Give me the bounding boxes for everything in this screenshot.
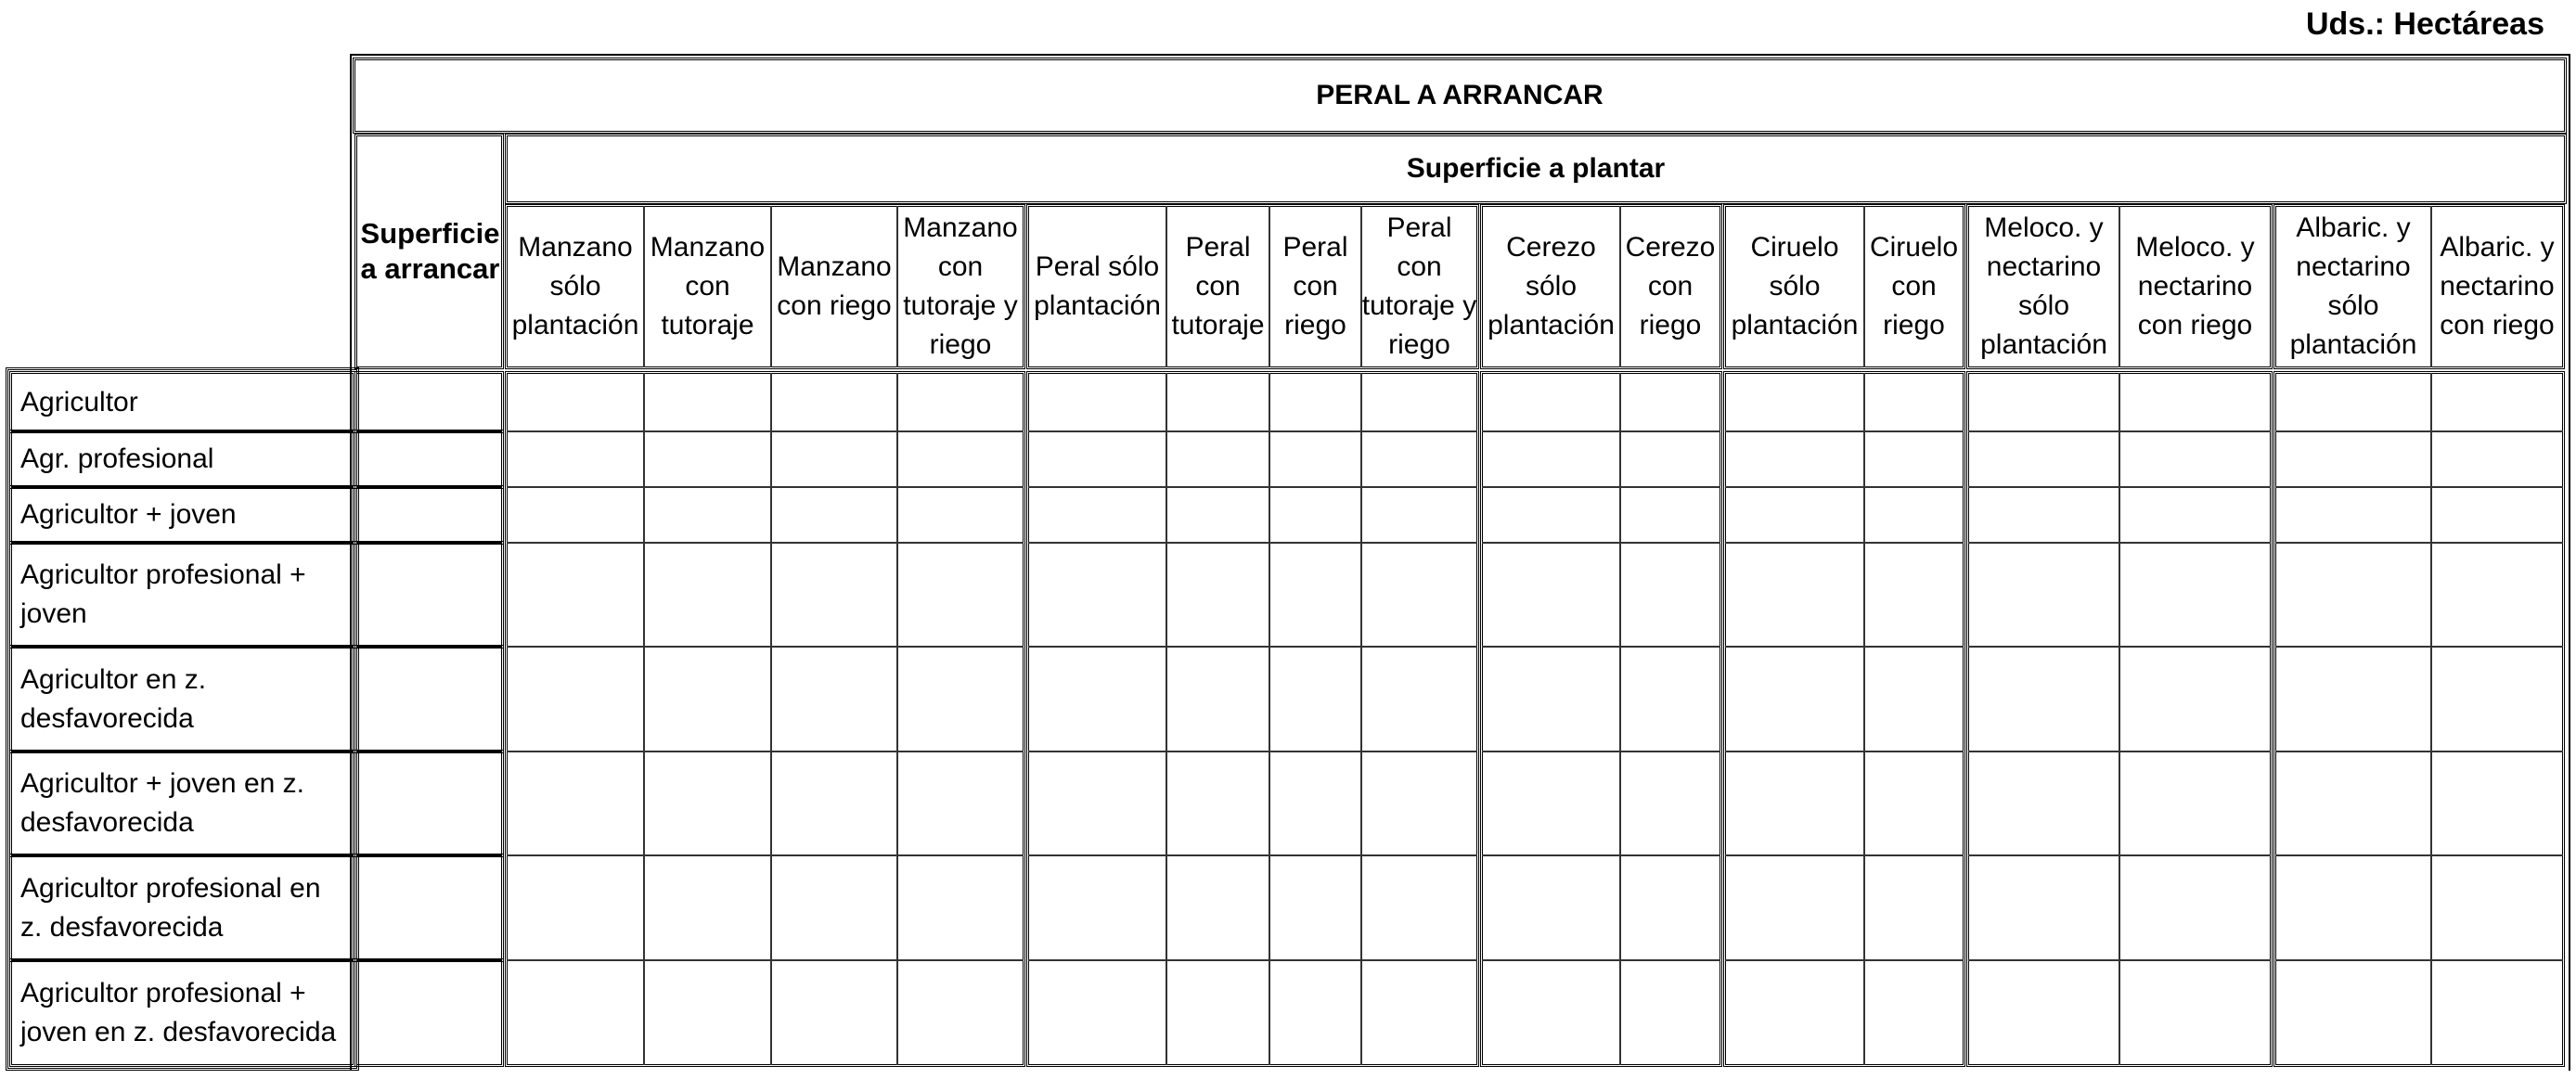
column-header: Peral con tutoraje y riego — [1361, 212, 1477, 360]
row-label: Agricultor en z. desfavorecida — [20, 663, 207, 734]
row-label: Agricultor profesional + joven — [20, 559, 306, 629]
column-header: Albaric. y nectarino con riego — [2440, 232, 2555, 340]
column-header: Albaric. y nectarino sólo plantación — [2289, 212, 2417, 360]
row-label: Agricultor profesional en z. desfavorecida — [20, 872, 321, 943]
column-header: Peral con tutoraje — [1171, 232, 1265, 340]
plantar-header: Superficie a plantar — [1406, 153, 1666, 184]
row-label: Agricultor + joven — [20, 499, 237, 530]
column-header: Ciruelo con riego — [1869, 232, 1959, 340]
units-label: Uds.: Hectáreas — [2305, 6, 2544, 42]
column-header: Ciruelo sólo plantación — [1731, 232, 1859, 340]
column-header: Peral con riego — [1282, 232, 1348, 340]
column-header: Peral sólo plantación — [1034, 251, 1161, 321]
column-header: Manzano sólo plantación — [511, 232, 639, 340]
column-header: Manzano con tutoraje y riego — [903, 212, 1018, 360]
header-frame — [350, 54, 2570, 1071]
row-labels-frame — [6, 367, 359, 1071]
column-header: Cerezo con riego — [1625, 232, 1716, 340]
column-header: Meloco. y nectarino sólo plantación — [1980, 212, 2107, 360]
column-header: Manzano con riego — [777, 251, 892, 321]
row-label: Agricultor + joven en z. desfavorecida — [20, 768, 304, 838]
row-label: Agricultor — [20, 386, 138, 417]
column-header: Meloco. y nectarino con riego — [2135, 232, 2255, 340]
column-header: Cerezo sólo plantación — [1488, 232, 1615, 340]
row-label: Agricultor profesional + joven en z. desfavorecida — [20, 977, 337, 1047]
row-label: Agr. profesional — [20, 443, 214, 474]
main-header: PERAL A ARRANCAR — [1316, 80, 1604, 110]
column-header: Manzano con tutoraje — [650, 232, 766, 340]
arrancar-header: Superficie a arrancar — [360, 217, 500, 285]
